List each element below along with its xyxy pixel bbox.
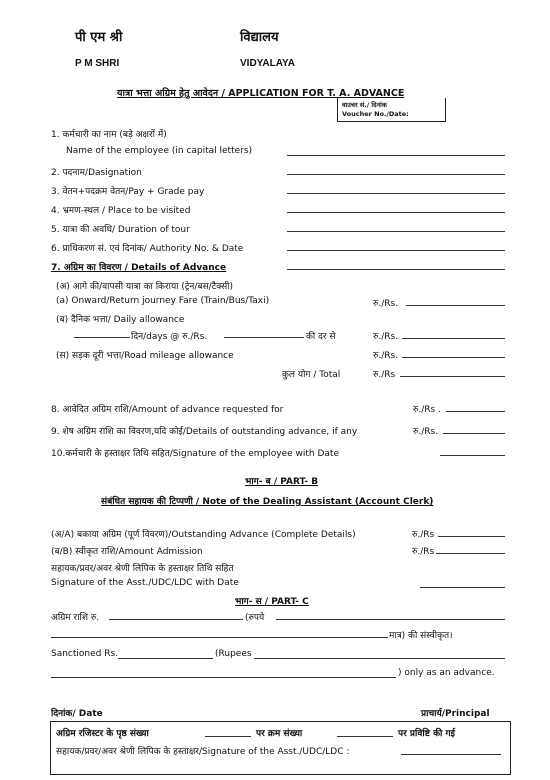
outstanding-advance-input[interactable] bbox=[443, 433, 505, 434]
advance-requested-input[interactable] bbox=[446, 411, 505, 412]
sanctioned-words-input[interactable] bbox=[254, 658, 505, 659]
total-label: कुल योग / Total bbox=[282, 370, 341, 380]
days-input[interactable] bbox=[74, 337, 130, 338]
item-10-label: 10.कर्मचारी के हस्ताक्षर तिथि सहित/Signature of the employee with Date bbox=[51, 449, 339, 459]
register-page-input[interactable] bbox=[205, 736, 251, 737]
fare-label-english: (a) Onward/Return journey Fare (Train/Bus/Taxi) bbox=[56, 296, 270, 306]
school-name-english: VIDYALAYA bbox=[240, 58, 296, 69]
only-advance-label: ) only as an advance. bbox=[398, 668, 495, 678]
register-serial-label: पर क्रम संख्या bbox=[256, 729, 303, 739]
voucher-label-english: Voucher No./Date: bbox=[342, 110, 409, 118]
duration-input[interactable] bbox=[287, 231, 505, 232]
road-amount-input[interactable] bbox=[402, 357, 505, 358]
school-prefix-english: P M SHRI bbox=[75, 58, 120, 69]
fare-label-hindi: (अ) आगे की/वापसी यात्रा का किराया (ट्रेन/बस/टैक्सी) bbox=[56, 282, 234, 292]
road-rs-label: रु./Rs. bbox=[373, 351, 399, 361]
total-amount-input[interactable] bbox=[400, 376, 505, 377]
rupees-words-continued-input[interactable] bbox=[51, 637, 388, 638]
advance-amount-input[interactable] bbox=[109, 619, 243, 620]
item-9-label: 9. शेष अग्रिम राशि का विवरण,यदि कोई/Details of outstanding advance, if any bbox=[51, 427, 358, 437]
field-1-label-english: Name of the employee (in capital letters) bbox=[66, 146, 253, 156]
road-mileage-label: (स) सड़क दूरी भत्ता/Road mileage allowance bbox=[56, 351, 234, 361]
item-9-rs-label: रु./Rs. bbox=[413, 427, 439, 437]
sanctioned-amount-input[interactable] bbox=[118, 658, 213, 659]
fare-amount-input[interactable] bbox=[406, 305, 505, 306]
admission-rs-label: रु./Rs bbox=[412, 547, 435, 557]
employee-name-input[interactable] bbox=[287, 155, 505, 156]
voucher-label-hindi: वाउचर सं./ दिनांक bbox=[342, 101, 387, 109]
register-page-label: अग्रिम रजिस्टर के पृष्ठ संख्या bbox=[56, 729, 149, 739]
item-8-rs-label: रु./Rs . bbox=[413, 405, 441, 415]
register-entry-box bbox=[50, 721, 511, 775]
assistant-sign-label-hindi: सहायक/प्रवर/अवर श्रेणी लिपिक के हस्ताक्षर तिथि सहित bbox=[51, 564, 234, 574]
outstanding-amount-input[interactable] bbox=[438, 536, 505, 537]
field-2-label: 2. पदनाम/Dasignation bbox=[51, 168, 142, 178]
field-1-label-hindi: 1. कर्मचारी का नाम (बड़े अक्षरों में) bbox=[51, 130, 167, 140]
admission-amount-input[interactable] bbox=[436, 553, 505, 554]
authority-input[interactable] bbox=[287, 250, 505, 251]
fare-rs-label: रु./Rs. bbox=[373, 299, 399, 309]
voucher-box bbox=[337, 98, 446, 122]
sanctioned-label: Sanctioned Rs. bbox=[51, 649, 119, 659]
daily-allowance-label: (ब) दैनिक भत्ता/ Daily allowance bbox=[56, 315, 185, 325]
rupees-label-english: (Rupees bbox=[215, 649, 252, 659]
field-4-label: 4. भ्रमण-स्थल / Place to be visited bbox=[51, 206, 191, 216]
place-input[interactable] bbox=[287, 212, 505, 213]
rupees-label-hindi: (रुपये bbox=[245, 613, 265, 623]
date-label: दिनांक/ Date bbox=[51, 709, 103, 719]
daily-amount-input[interactable] bbox=[402, 338, 505, 339]
school-prefix-hindi: पी एम श्री bbox=[75, 30, 123, 45]
total-rs-label: रु./Rs bbox=[373, 370, 396, 380]
designation-input[interactable] bbox=[287, 174, 505, 175]
register-entry-label: पर प्रविष्टि की गई bbox=[398, 729, 455, 739]
advance-details-input[interactable] bbox=[287, 269, 505, 270]
sanction-label-hindi: मात्र) की संस्वीकृत। bbox=[389, 631, 453, 641]
part-b-heading: भाग- ब / PART- B bbox=[245, 477, 319, 487]
admission-label: (ब/B) स्वीकृत राशि/Amount Admission bbox=[51, 547, 203, 557]
field-6-label: 6. प्राधिकरण सं. एवं दिनांक/ Authority No. & Date bbox=[51, 244, 244, 254]
outstanding-label: (अ/A) बकाया अग्रिम (पूर्ण विवरण)/Outstanding Advance (Complete Details) bbox=[51, 530, 356, 540]
daily-rate-input[interactable] bbox=[224, 337, 304, 338]
part-b-note-heading: संबंधित सहायक की टिप्पणी / Note of the Dealing Assistant (Account Clerk) bbox=[101, 497, 434, 507]
assistant-sign-label-english: Signature of the Asst./UDC/LDC with Date bbox=[51, 578, 239, 588]
employee-signature-input[interactable] bbox=[440, 455, 505, 456]
days-rate-label: दिन/days @ रु./Rs. bbox=[131, 332, 208, 342]
daily-rs-label: रु./Rs. bbox=[373, 332, 399, 342]
register-serial-input[interactable] bbox=[337, 736, 393, 737]
part-c-heading: भाग- स / PART- C bbox=[235, 597, 309, 607]
advance-amount-label: अग्रिम राशि रु. bbox=[51, 613, 100, 623]
pay-input[interactable] bbox=[287, 193, 505, 194]
rate-suffix-label: की दर से bbox=[306, 332, 336, 342]
form-title: यात्रा भत्ता अग्रिम हेतु आवेदन / APPLICATION FOR T. A. ADVANCE bbox=[117, 88, 405, 99]
school-name-hindi: विद्यालय bbox=[240, 30, 279, 45]
rupees-words-input[interactable] bbox=[276, 619, 505, 620]
principal-label: प्राचार्य/Principal bbox=[421, 709, 490, 719]
clerk-signature-input[interactable] bbox=[401, 754, 501, 755]
item-8-label: 8. आवेदित अग्रिम राशि/Amount of advance requested for bbox=[51, 405, 284, 415]
field-3-label: 3. वेतन+पदक्रम वेतन/Pay + Grade pay bbox=[51, 187, 205, 197]
clerk-signature-label: सहायक/प्रवर/अवर श्रेणी लिपिक के हस्ताक्षर/Signature of the Asst./UDC/LDC : bbox=[56, 747, 350, 757]
assistant-signature-input[interactable] bbox=[420, 587, 505, 588]
sanctioned-words-continued-input[interactable] bbox=[51, 677, 396, 678]
outstanding-rs-label: रु./Rs bbox=[412, 530, 435, 540]
field-5-label: 5. यात्रा की अवधि/ Duration of tour bbox=[51, 225, 190, 235]
advance-details-heading: 7. अग्रिम का विवरण / Details of Advance bbox=[51, 263, 227, 273]
